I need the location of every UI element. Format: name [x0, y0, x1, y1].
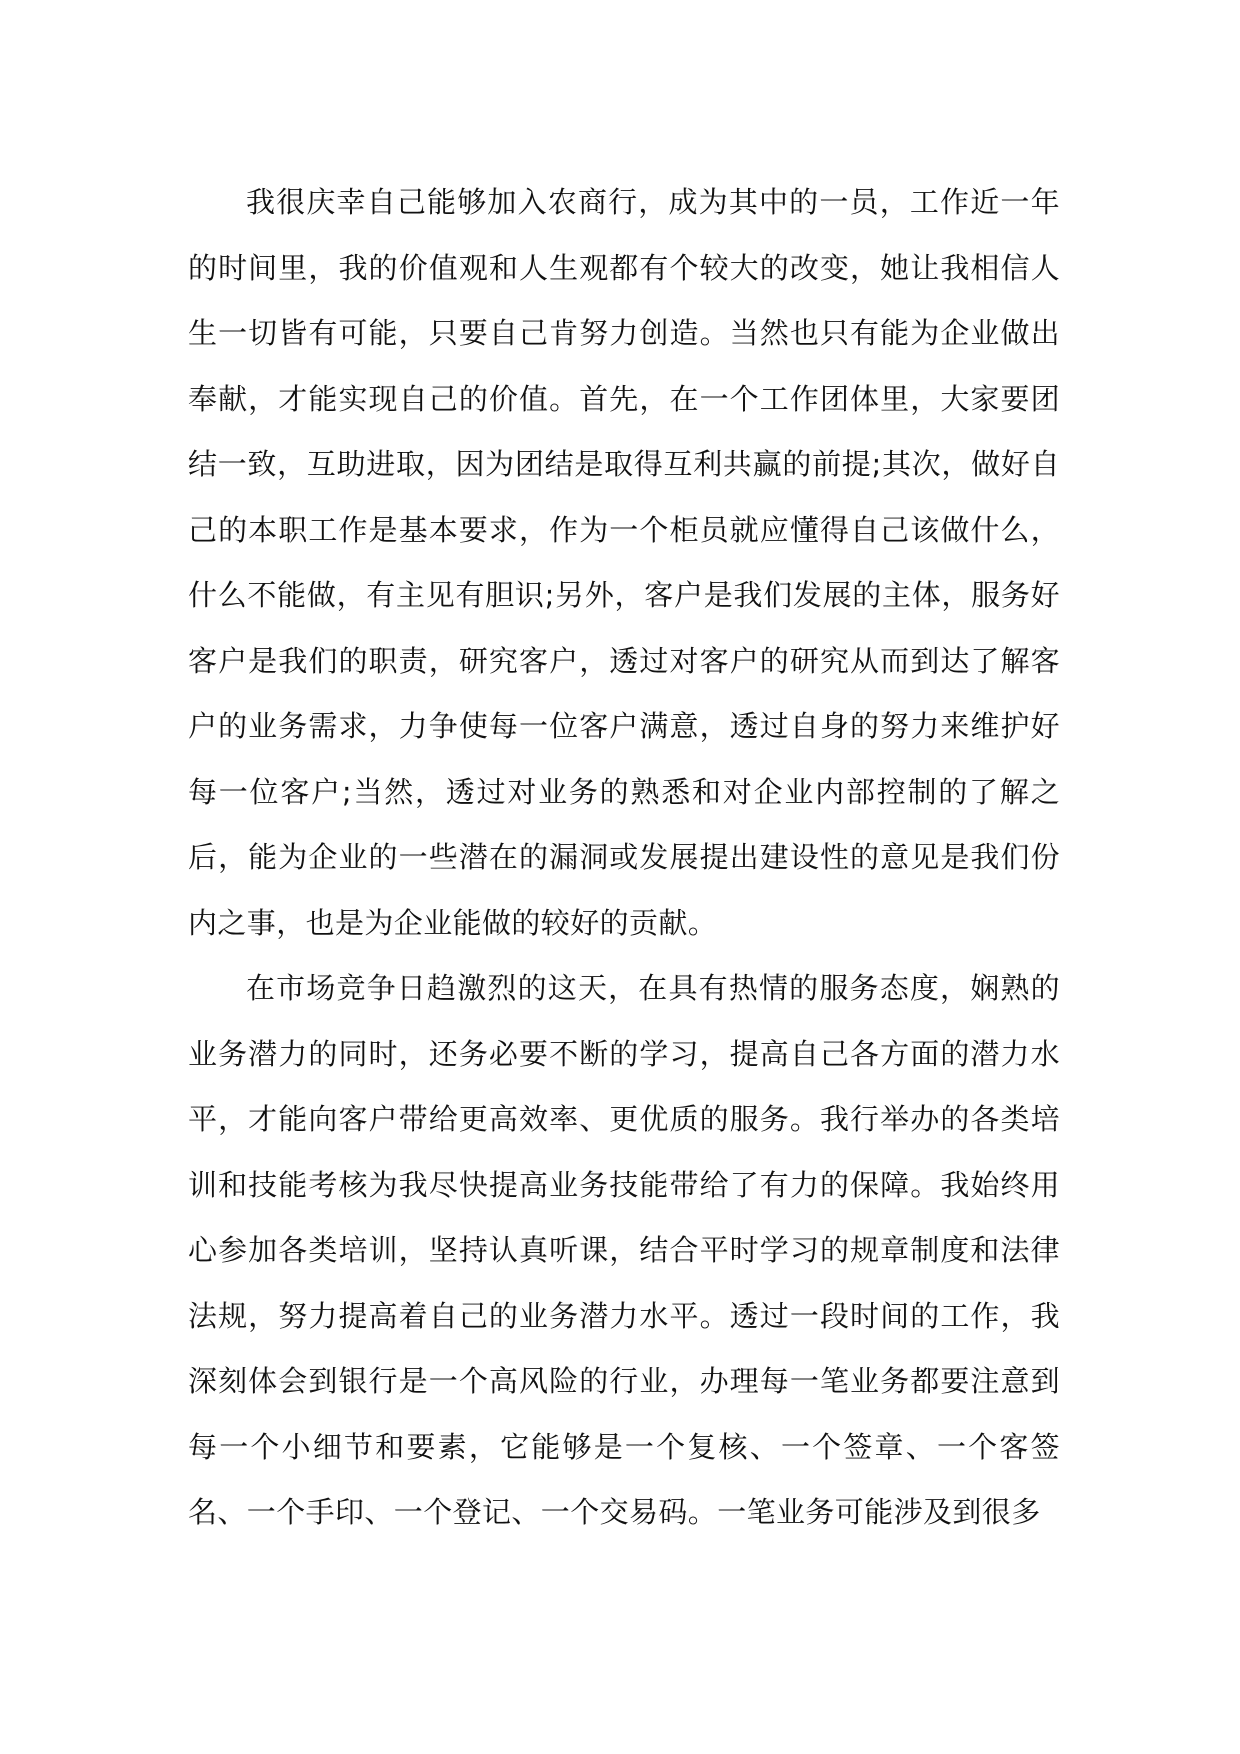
- paragraph-2: 在市场竞争日趋激烈的这天，在具有热情的服务态度，娴熟的业务潜力的同时，还务必要不断的学习，提高自己各方面的潜力水平，才能向客户带给更高效率、更优质的服务。我行举办的各类培训和技能考核为我尽快提高业务技能带给了有力的保障。我始终用心参加各类培训，坚持认真听课，结合平时学习的规章制度和法律法规，努力提高着自己的业务潜力水平。透过一段时间的工作，我深刻体会到银行是一个高风险的行业，办理每一笔业务都要注意到每一个小细节和要素，它能够是一个复核、一个签章、一个客签名、一个手印、一个登记、一个交易码。一笔业务可能涉及到很多: [188, 971, 1060, 1529]
- body-text: [188, 170, 1060, 1546]
- paragraph-1: 我很庆幸自己能够加入农商行，成为其中的一员，工作近一年的时间里，我的价值观和人生观都有个较大的改变，她让我相信人生一切皆有可能，只要自己肯努力创造。当然也只有能为企业做出奉献，才能实现自己的价值。首先，在一个工作团体里，大家要团结一致，互助进取，因为团结是取得互利共赢的前提;其次，做好自己的本职工作是基本要求，作为一个柜员就应懂得自己该做什么，什么不能做，有主见有胆识;另外，客户是我们发展的主体，服务好客户是我们的职责，研究客户，透过对客户的研究从而到达了解客户的业务需求，力争使每一位客户满意，透过自身的努力来维护好每一位客户;当然，透过对业务的熟悉和对企业内部控制的了解之后，能为企业的一些潜在的漏洞或发展提出建设性的意见是我们份内之事，也是为企业能做的较好的贡献。: [188, 185, 1060, 940]
